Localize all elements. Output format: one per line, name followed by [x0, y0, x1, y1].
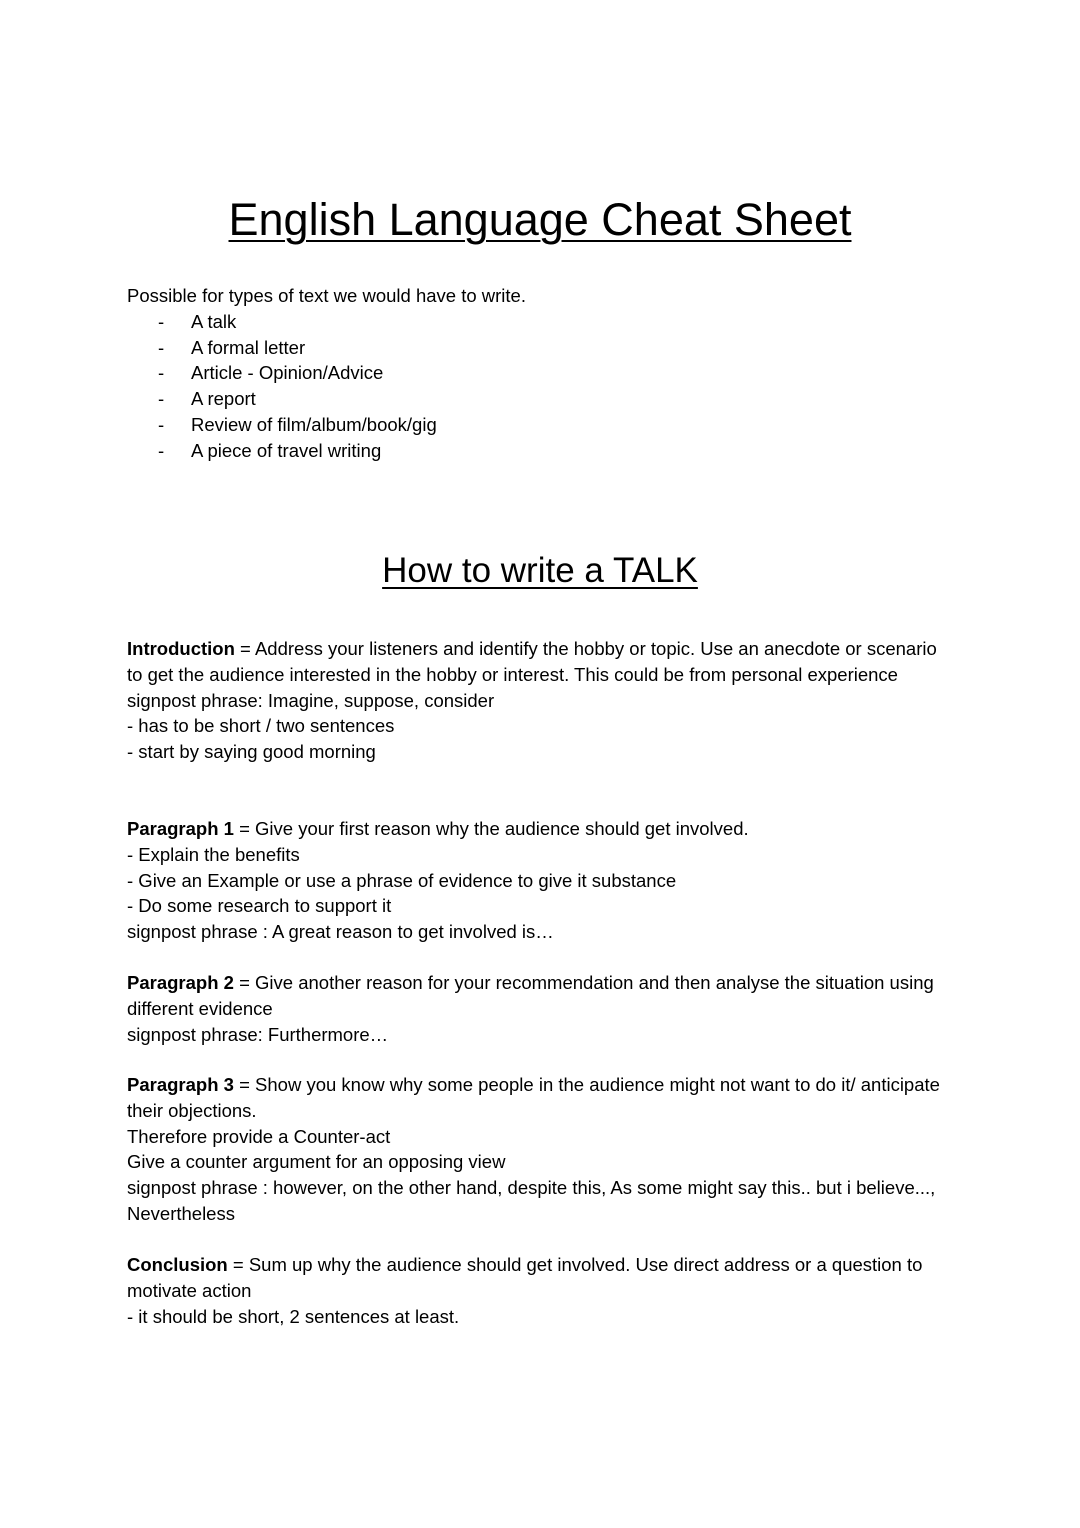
list-item-text: A report	[191, 388, 256, 410]
bullet-dash: -	[158, 388, 165, 410]
section-text: = Sum up why the audience should get involved. Use direct address or a question to motivate action	[127, 1254, 923, 1301]
bullet-dash: -	[158, 439, 165, 461]
list-item	[127, 386, 947, 412]
section-label: Introduction	[127, 638, 235, 659]
section-paragraph-2	[127, 970, 947, 1047]
section-line: - has to be short / two sentences	[127, 715, 395, 737]
section-line: - it should be short, 2 sentences at least.	[127, 1305, 460, 1327]
list-item	[127, 360, 947, 386]
section-text: = Give another reason for your recommendation and then analyse the situation using different evidence	[127, 972, 934, 1019]
section-lead-paragraph	[127, 816, 947, 842]
list-item-text: Article - Opinion/Advice	[191, 362, 384, 384]
bullet-dash: -	[158, 310, 165, 332]
list-item-text: A talk	[191, 310, 237, 332]
section-introduction	[127, 636, 947, 765]
section-line: - Explain the benefits	[127, 843, 300, 865]
list-item	[127, 309, 947, 335]
list-item-text: A piece of travel writing	[191, 439, 382, 461]
section-lead-paragraph	[127, 970, 947, 1022]
section-lead-paragraph	[127, 636, 947, 688]
list-item	[127, 412, 947, 438]
section-line: signpost phrase : A great reason to get involved is…	[127, 921, 554, 943]
section-line: signpost phrase: Furthermore…	[127, 1023, 389, 1045]
section-lead-paragraph	[127, 1252, 947, 1304]
section-lead-paragraph	[127, 1072, 947, 1124]
text-types-intro: Possible for types of text we would have to write.	[127, 285, 526, 306]
section-conclusion	[127, 1252, 947, 1329]
text-types-list	[127, 309, 947, 464]
section-line: Therefore provide a Counter-act	[127, 1125, 391, 1147]
list-item	[127, 438, 947, 464]
section-text: = Show you know why some people in the audience might not want to do it/ anticipate their objections.	[127, 1074, 940, 1121]
list-item-text: A formal letter	[191, 336, 306, 358]
bullet-dash: -	[158, 413, 165, 435]
section-paragraph-1	[127, 816, 947, 945]
section-text: = Address your listeners and identify the hobby or topic. Use an anecdote or scenario to get the audience interested in the hobby or interest. This could be from personal experience	[127, 638, 937, 685]
list-item	[127, 335, 947, 361]
section-heading-talk: How to write a TALK	[382, 551, 698, 590]
section-line: signpost phrase : however, on the other hand, despite this, As some might say this.. but i believe..., Nevertheless	[127, 1177, 936, 1224]
section-text: = Give your first reason why the audience should get involved.	[233, 818, 749, 839]
section-label: Paragraph 2	[127, 972, 234, 993]
section-label: Paragraph 3	[127, 1074, 234, 1095]
section-paragraph-3	[127, 1072, 947, 1227]
section-label: Conclusion	[127, 1254, 228, 1275]
section-label: Paragraph 1	[127, 818, 234, 839]
page-title: English Language Cheat Sheet	[228, 194, 852, 245]
list-item-text: Review of film/album/book/gig	[191, 413, 437, 435]
text-types-block	[127, 283, 947, 464]
bullet-dash: -	[158, 362, 165, 384]
bullet-dash: -	[158, 336, 165, 358]
section-line: - start by saying good morning	[127, 741, 376, 763]
section-line: - Do some research to support it	[127, 895, 392, 917]
section-line: signpost phrase: Imagine, suppose, consider	[127, 689, 495, 711]
section-line: - Give an Example or use a phrase of evidence to give it substance	[127, 869, 677, 891]
section-line: Give a counter argument for an opposing view	[127, 1151, 506, 1173]
